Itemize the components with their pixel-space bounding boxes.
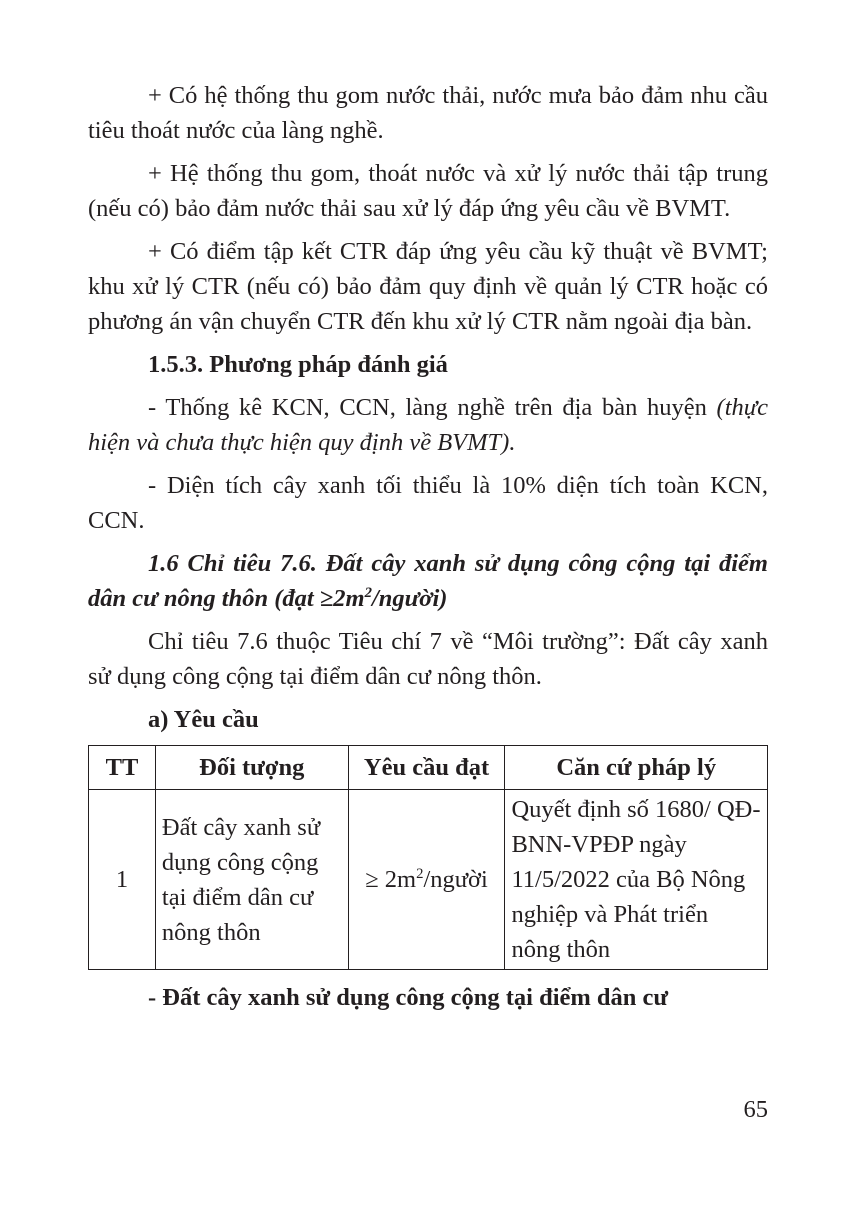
header-doi-tuong: Đối tượng xyxy=(155,746,348,790)
cell-can-cu-phap-ly: Quyết định số 1680/ QĐ-BNN-VPĐP ngày 11/5/2022 của Bộ Nông nghiệp và Phát triển nông thôn xyxy=(505,790,768,970)
yeu-cau-end: /người xyxy=(423,866,488,893)
table-row xyxy=(89,790,768,970)
yeu-cau-main: ≥ 2m xyxy=(365,866,417,893)
paragraph-green-land-bullet: - Đất cây xanh sử dụng công cộng tại điểm dân cư xyxy=(148,984,669,1011)
heading-requirements: a) Yêu cầu xyxy=(148,706,259,733)
yeu-cau-sup: 2 xyxy=(416,865,424,882)
cell-doi-tuong: Đất cây xanh sử dụng công cộng tại điểm dân cư nông thôn xyxy=(155,790,348,970)
paragraph-green-area: - Diện tích cây xanh tối thiểu là 10% diện tích toàn KCN, CCN. xyxy=(88,472,768,534)
heading-evaluation-method: 1.5.3. Phương pháp đánh giá xyxy=(148,351,448,378)
requirements-table xyxy=(88,745,768,970)
paragraph-statistics xyxy=(88,390,768,460)
header-can-cu-phap-ly: Căn cứ pháp lý xyxy=(505,746,768,790)
cell-yeu-cau-dat xyxy=(348,790,505,970)
heading-indicator-text: 1.6 Chỉ tiêu 7.6. Đất cây xanh sử dụng công cộng tại điểm dân cư nông thôn (đạt ≥2m xyxy=(88,550,768,612)
paragraph-wastewater-collection: + Có hệ thống thu gom nước thải, nước mưa bảo đảm nhu cầu tiêu thoát nước của làng nghề. xyxy=(88,82,768,144)
header-yeu-cau-dat: Yêu cầu đạt xyxy=(348,746,505,790)
paragraph-indicator-description: Chỉ tiêu 7.6 thuộc Tiêu chí 7 về “Môi trường”: Đất cây xanh sử dụng công cộng tại điểm dân cư nông thôn. xyxy=(88,628,768,690)
heading-indicator-7-6 xyxy=(88,546,768,616)
heading-indicator-sup: 2 xyxy=(364,584,372,601)
statistics-text: - Thống kê KCN, CCN, làng nghề trên địa bàn huyện xyxy=(148,394,717,421)
paragraph-solid-waste: + Có điểm tập kết CTR đáp ứng yêu cầu kỹ thuật về BVMT; khu xử lý CTR (nếu có) bảo đảm quy định về quản lý CTR hoặc có phương án vận chuyển CTR đến khu xử lý CTR nằm ngoài địa bàn. xyxy=(88,238,768,335)
page-number: 65 xyxy=(743,1096,768,1123)
heading-indicator-end: /người) xyxy=(371,585,448,612)
document-page xyxy=(88,78,768,1023)
header-tt: TT xyxy=(89,746,156,790)
statistics-italic-note: (thực hiện và chưa thực hiện quy định về BVMT). xyxy=(88,394,768,456)
table-header-row xyxy=(89,746,768,790)
cell-tt: 1 xyxy=(89,790,156,970)
paragraph-wastewater-treatment: + Hệ thống thu gom, thoát nước và xử lý nước thải tập trung (nếu có) bảo đảm nước thải sau xử lý đáp ứng yêu cầu về BVMT. xyxy=(88,160,768,222)
